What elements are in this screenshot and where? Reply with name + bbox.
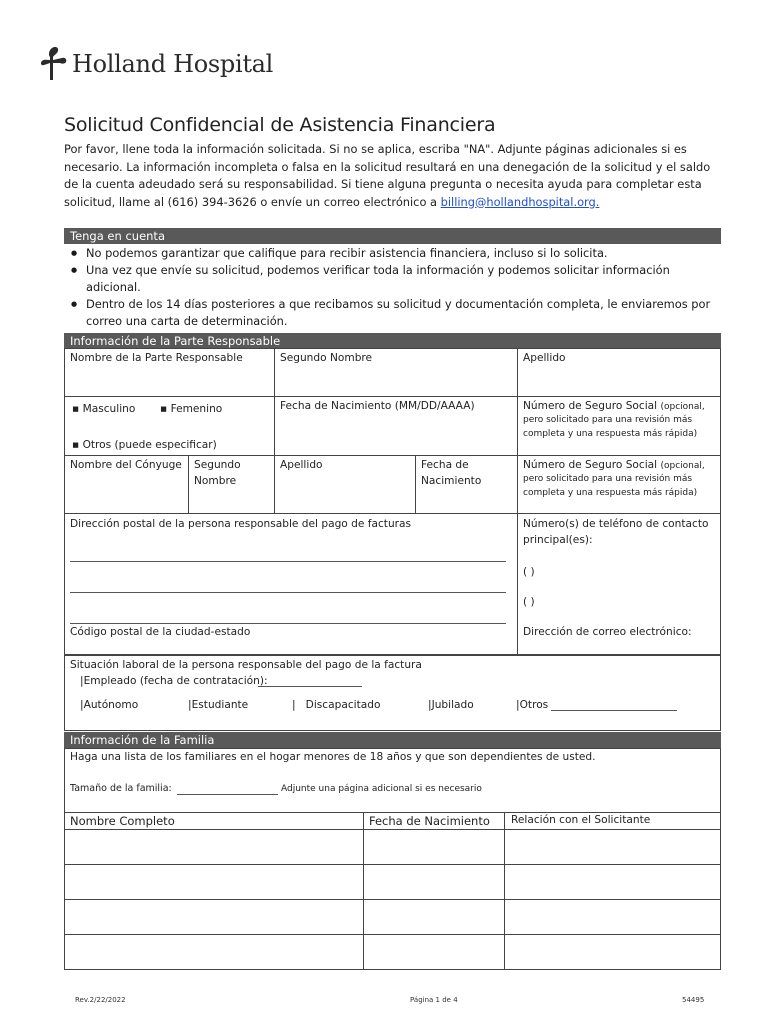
family-size-note: Adjunte una página adicional si es necesario	[281, 784, 482, 794]
ssn-label: Número de Seguro Social (opcional,	[523, 400, 705, 412]
dob-label: Fecha de Nacimiento (MM/DD/AAAA)	[280, 400, 475, 412]
responsible-frame	[64, 348, 721, 655]
note-item: ● Una vez que envíe su solicitud, podemos verificar toda la información y podemos solicitar información adicional.	[64, 262, 724, 296]
page-title: Solicitud Confidencial de Asistencia Financiera	[64, 114, 496, 136]
col-full-name: Nombre Completo	[70, 814, 175, 828]
zip-label: Código postal de la ciudad-estado	[70, 626, 251, 638]
phone-field[interactable]: ( )	[523, 596, 535, 608]
spouse-dob-label: Nacimiento	[421, 475, 482, 487]
phone-field[interactable]: ( )	[523, 566, 535, 578]
address-line-field[interactable]	[70, 561, 506, 562]
col-dob: Fecha de Nacimiento	[369, 814, 490, 828]
logo-text: Holland Hospital	[72, 50, 274, 78]
responsible-header: Información de la Parte Responsable	[64, 333, 721, 349]
last-name-label: Apellido	[523, 352, 566, 364]
ssn-note-line: pero solicitado para una revisión más	[523, 415, 693, 425]
ssn-note-line: pero solicitado para una revisión más	[523, 474, 693, 484]
address-line-field[interactable]	[70, 592, 506, 593]
responsible-name-label: Nombre de la Parte Responsable	[70, 352, 243, 364]
employed-option[interactable]: |Empleado (fecha de contratación):	[80, 675, 268, 687]
col-relation: Relación con el Solicitante	[511, 814, 651, 826]
family-instruction: Haga una lista de los familiares en el hogar menores de 18 años y que son dependientes de usted.	[70, 751, 596, 763]
checkbox-icon: ▪	[72, 439, 83, 451]
spouse-ssn-label: Número de Seguro Social (opcional,	[523, 459, 705, 471]
retired-option[interactable]: |Jubilado	[428, 699, 474, 711]
table-cell[interactable]	[65, 900, 363, 934]
intro-paragraph	[64, 141, 724, 211]
gender-other-option[interactable]: ▪ Otros (puede especificar)	[72, 439, 217, 451]
others-option[interactable]: |Otros	[516, 699, 549, 711]
checkbox-icon: ▪	[160, 403, 171, 415]
table-cell[interactable]	[65, 935, 363, 969]
family-header: Información de la Familia	[64, 732, 721, 748]
spouse-last-label: Apellido	[280, 459, 323, 471]
phone-label: Número(s) de teléfono de contacto	[523, 518, 709, 530]
spouse-middle-label: Nombre	[194, 475, 237, 487]
disabled-option[interactable]: | Discapacitado	[292, 699, 381, 711]
note-item: ● Dentro de los 14 días posteriores a que recibamos su solicitud y documentación completa, le enviaremos por correo una carta de determinación.	[64, 296, 724, 330]
hospital-logo	[40, 46, 273, 82]
form-code: 54495	[682, 996, 705, 1004]
email-label: Dirección de correo electrónico:	[523, 626, 692, 638]
spouse-dob-label: Fecha de	[421, 459, 469, 471]
gender-male-option[interactable]: ▪ Masculino	[72, 403, 136, 415]
checkbox-icon: ▪	[72, 403, 83, 415]
self-employed-option[interactable]: |Autónomo	[80, 699, 139, 711]
table-cell[interactable]	[65, 865, 363, 899]
family-size-label: Tamaño de la familia:	[70, 783, 172, 794]
middle-name-label: Segundo Nombre	[280, 352, 373, 364]
family-size-field[interactable]	[177, 794, 278, 795]
gender-female-option[interactable]: ▪ Femenino	[160, 403, 223, 415]
notes-header: Tenga en cuenta	[64, 228, 721, 244]
revision-date: Rev.2/22/2022	[75, 996, 126, 1004]
student-option[interactable]: |Estudiante	[188, 699, 249, 711]
ssn-note-line: completa y una respuesta más rápida)	[523, 488, 698, 498]
note-item: ● No podemos garantizar que califique para recibir asistencia financiera, incluso si lo solicita.	[64, 245, 724, 262]
intro-text: Por favor, llene toda la información solicitada. Si no se aplica, escriba "NA". Adjunte páginas adicionales si es necesario. La información incompleta o falsa en la solicitud resultará en una denegación de la solicitud y el saldo de la cuenta adeudado será su responsabilidad. Si tiene alguna pregunta o necesita ayuda para completar esta solicitud, llame al (616) 394-3626 o envíe un correo electrónico a	[64, 142, 711, 209]
table-cell[interactable]	[65, 830, 363, 864]
phone-label: principal(es):	[523, 534, 593, 546]
spouse-name-label: Nombre del Cónyuge	[70, 459, 182, 471]
address-label: Dirección postal de la persona responsable del pago de facturas	[70, 518, 412, 530]
page-number: Página 1 de 4	[410, 996, 458, 1004]
employment-label: Situación laboral de la persona responsable del pago de la factura	[70, 659, 422, 671]
spouse-middle-label: Segundo	[194, 459, 241, 471]
billing-email-link[interactable]: billing@hollandhospital.org.	[440, 194, 600, 209]
hospital-cross-icon	[40, 46, 70, 82]
notes-list	[64, 245, 724, 330]
ssn-note-line: completa y una respuesta más rápida)	[523, 429, 698, 439]
